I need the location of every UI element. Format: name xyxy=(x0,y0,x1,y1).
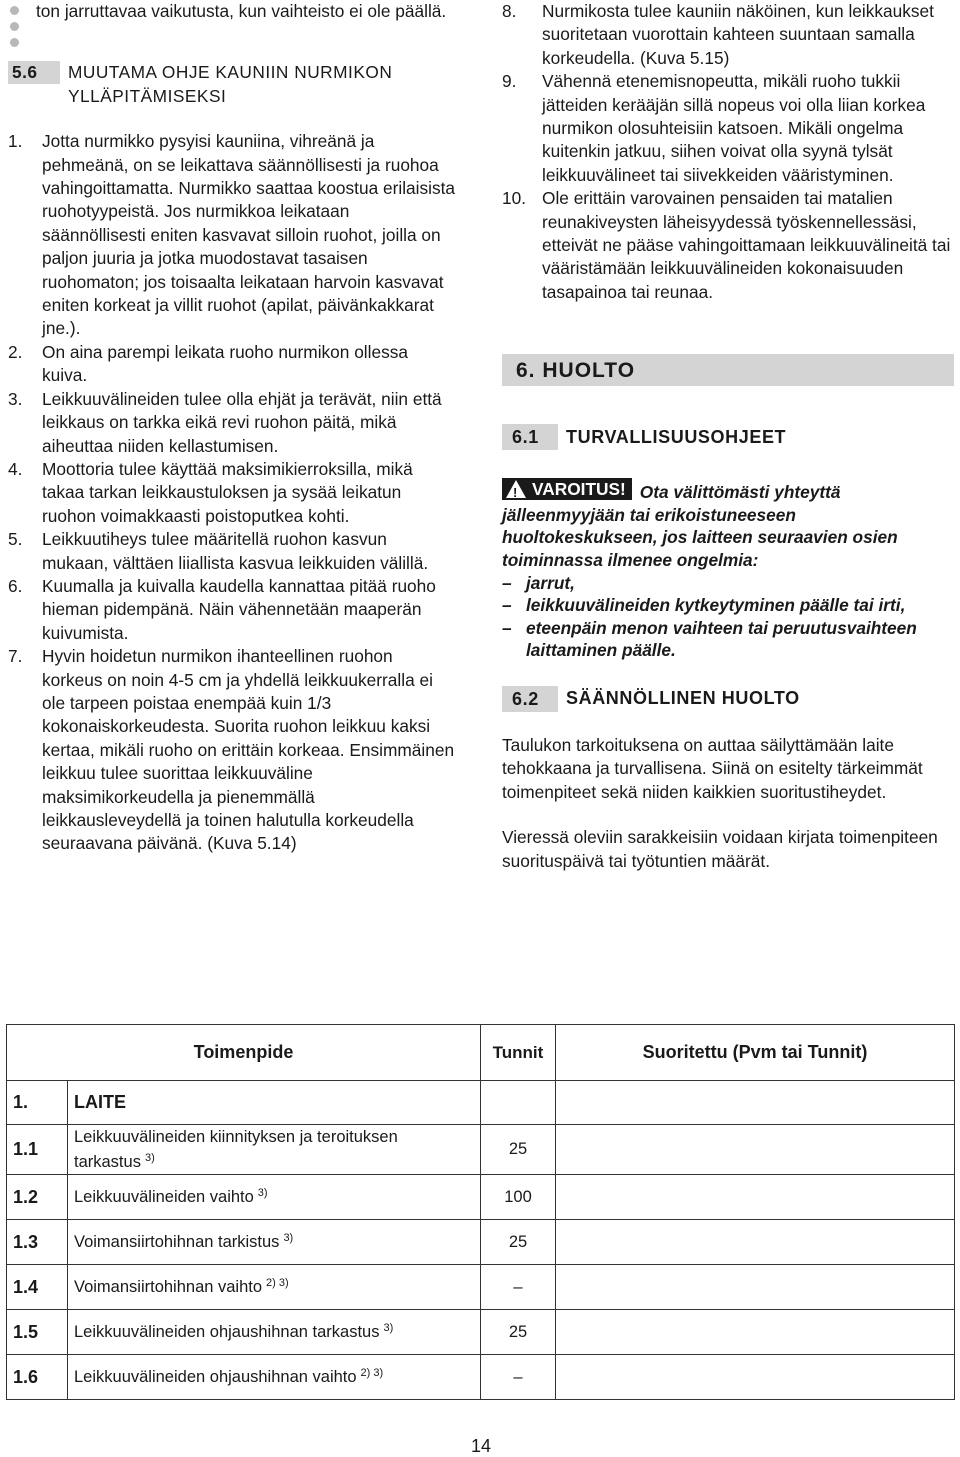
lawn-tips-list xyxy=(8,130,456,856)
warning-label: VAROITUS! xyxy=(532,478,626,499)
table-row: 1.6 Leikkuuvälineiden ohjaushihnan vaihto $^{2) 3)}$ – xyxy=(7,1355,955,1400)
list-item: 10. Ole erittäin varovainen pensaiden tai matalien reunakiveysten läheisyydessä työskennellessäsi, etteivät ne pääse vahingoittamaan leikkuuvälineitä tai vääristämään leikkuuvälineiden kokonaisuuden tasapainoa tai reunaa. xyxy=(502,188,951,302)
section-number: 6. xyxy=(516,358,536,382)
list-item: 4. Moottoria tulee käyttää maksimikierroksilla, mikä takaa tarkan leikkaustuloksen ja sysää leikatun ruohon voimakkaasti poistoputkea kohti. xyxy=(8,458,413,526)
cell-done[interactable] xyxy=(556,1125,955,1175)
warning-triangle-icon: ! xyxy=(506,480,526,498)
table-row: 1.5 Leikkuuvälineiden ohjaushihnan tarkastus $^{3)}$ 25 xyxy=(7,1310,955,1355)
list-item: 7. Hyvin hoidetun nurmikon ihanteellinen ruohon korkeus on noin 4-5 cm ja yhdellä leikkuukerralla ei ole tarpeen poistaa enempää kuin 1/3 kokonaiskorkeudesta. Suorita ruohon leikkuu kaksi kertaa, mikäli ruoho on erittäin korkeaa. Ensimmäinen leikkuu tulee suorittaa leikkuuväline maksimikorkeudella ja pienemmällä leikkausleveydellä ja toinen halutulla korkeudella seuraavana päivänä. (Kuva 5.14) xyxy=(8,646,455,854)
list-item: 3. Leikkuuvälineiden tulee olla ehjät ja terävät, niin että leikkaus on tarkka eikä revi ruohon päitä, mikä aiheuttaa niiden kellastumisen. xyxy=(8,388,442,456)
cell-hours xyxy=(481,1081,556,1125)
group-label: LAITE xyxy=(68,1081,481,1125)
cell-done[interactable] xyxy=(556,1310,955,1355)
right-column xyxy=(502,0,954,873)
left-column xyxy=(8,0,456,856)
list-item: 5. Leikkuutiheys tulee määritellä ruohon kasvun mukaan, välttäen liiallista kasvua leikkuiden välillä. xyxy=(8,529,429,573)
group-number: 1. xyxy=(7,1081,68,1125)
warning-text: Ota välittömästi yhteyttä jälleenmyyjään tai erikoistuneeseen huoltokeskukseen, jos laitteen seuraavien osien toiminnassa ilmenee ongelmia: xyxy=(502,482,898,571)
section-number: 6.2 xyxy=(502,686,558,712)
section-5-6-heading xyxy=(8,61,456,108)
paragraph-table-purpose: Taulukon tarkoituksena on auttaa säilyttämään laite tehokkaana ja turvallisena. Siinä on esitelty tärkeimmät toimenpiteet sekä niiden kaikkien suoritustiheydet. xyxy=(502,735,923,802)
list-item: 9. Vähennä etenemisnopeutta, mikäli ruoho tukkii jätteiden kerääjän sillä nopeus voi olla liian korkea nurmikon olosuhteisiin katsoen. Mikäli ongelma kuitenkin jatkuu, siihen voivat olla syynä tylsät leikkuuvälineet tai siivekkeiden vääristyminen. xyxy=(502,71,926,185)
table-group-row xyxy=(7,1081,955,1125)
list-item: 1. Jotta nurmikko pysyisi kauniina, vihreänä ja pehmeänä, on se leikattava säännöllisesti ja ruohoa vahingoittamatta. Nurmikko saattaa koostua erilaisista ruohotyypeistä. Jos nurmikkoa leikataan säännöllisesti eniten kasvavat silloin ruohot, joilla on paljon juuria ja jotka muodostavat tasaisen ruohomaton; jos toisaalta leikataan harvoin kasvavat eniten korkeat ja villit ruohot (apilat, päivänkakkarat jne.). xyxy=(8,131,456,339)
section-title: SÄÄNNÖLLINEN HUOLTO xyxy=(566,688,800,709)
section-6-2-heading xyxy=(502,686,954,712)
table-row: 1.3 Voimansiirtohihnan tarkistus $^{3)}$ 25 xyxy=(7,1220,955,1265)
cell-done[interactable] xyxy=(556,1081,955,1125)
table-row: 1.2 Leikkuuvälineiden vaihto $^{3)}$ 100 xyxy=(7,1175,955,1220)
lawn-tips-list-continued xyxy=(502,0,954,304)
list-item: 6. Kuumalla ja kuivalla kaudella kannattaa pitää ruoho hieman pidempänä. Näin vähennetään maaperän kuivumista. xyxy=(8,575,436,643)
table-row: 1.4 Voimansiirtohihnan vaihto $^{2) 3)}$ – xyxy=(7,1265,955,1310)
maintenance-table xyxy=(6,1024,955,1400)
cell-done[interactable] xyxy=(556,1220,955,1265)
header-action: Toimenpide xyxy=(7,1025,481,1081)
section-number: 6.1 xyxy=(502,424,558,450)
section-title: TURVALLISUUSOHJEET xyxy=(566,426,787,447)
intro-text: ton jarruttavaa vaikutusta, kun vaihteisto ei ole päällä. xyxy=(36,1,447,21)
cell-done[interactable] xyxy=(556,1265,955,1310)
paragraph-table-columns: Vieressä oleviin sarakkeisiin voidaan kirjata toimenpiteen suorituspäivä tai työtuntien määrät. xyxy=(502,827,938,871)
header-done: Suoritettu (Pvm tai Tunnit) xyxy=(556,1025,955,1081)
section-title: MUUTAMA OHJE KAUNIIN NURMIKON YLLÄPITÄMISEKSI xyxy=(68,62,393,106)
list-item: – eteenpäin menon vaihteen tai peruutusvaihteen laittaminen päälle. xyxy=(502,617,917,661)
table-header-row xyxy=(7,1025,955,1081)
page-number: 14 xyxy=(470,1436,492,1456)
warning-list xyxy=(502,572,954,662)
list-item: 2. On aina parempi leikata ruoho nurmikon ollessa kuiva. xyxy=(8,341,408,386)
section-number: 5.6 xyxy=(8,61,60,84)
list-item: – jarrut, xyxy=(502,572,575,593)
section-6-heading xyxy=(502,354,954,386)
list-item: – leikkuuvälineiden kytkeytyminen päälle tai irti, xyxy=(502,595,906,616)
cell-done[interactable] xyxy=(556,1355,955,1400)
section-6-1-heading xyxy=(502,424,954,450)
table-row: 1.1 Leikkuuvälineiden kiinnityksen ja teroituksen tarkastus $^{3)}$ 25 xyxy=(7,1125,955,1175)
header-hours: Tunnit xyxy=(481,1025,556,1081)
section-title: HUOLTO xyxy=(542,358,636,382)
list-item: 8. Nurmikosta tulee kauniin näköinen, kun leikkaukset suoritetaan vuorottain kahteen suuntaan samalla korkeudella. (Kuva 5.15) xyxy=(502,1,934,68)
warning-block xyxy=(502,478,954,662)
warning-badge xyxy=(502,478,632,500)
cell-done[interactable] xyxy=(556,1175,955,1220)
